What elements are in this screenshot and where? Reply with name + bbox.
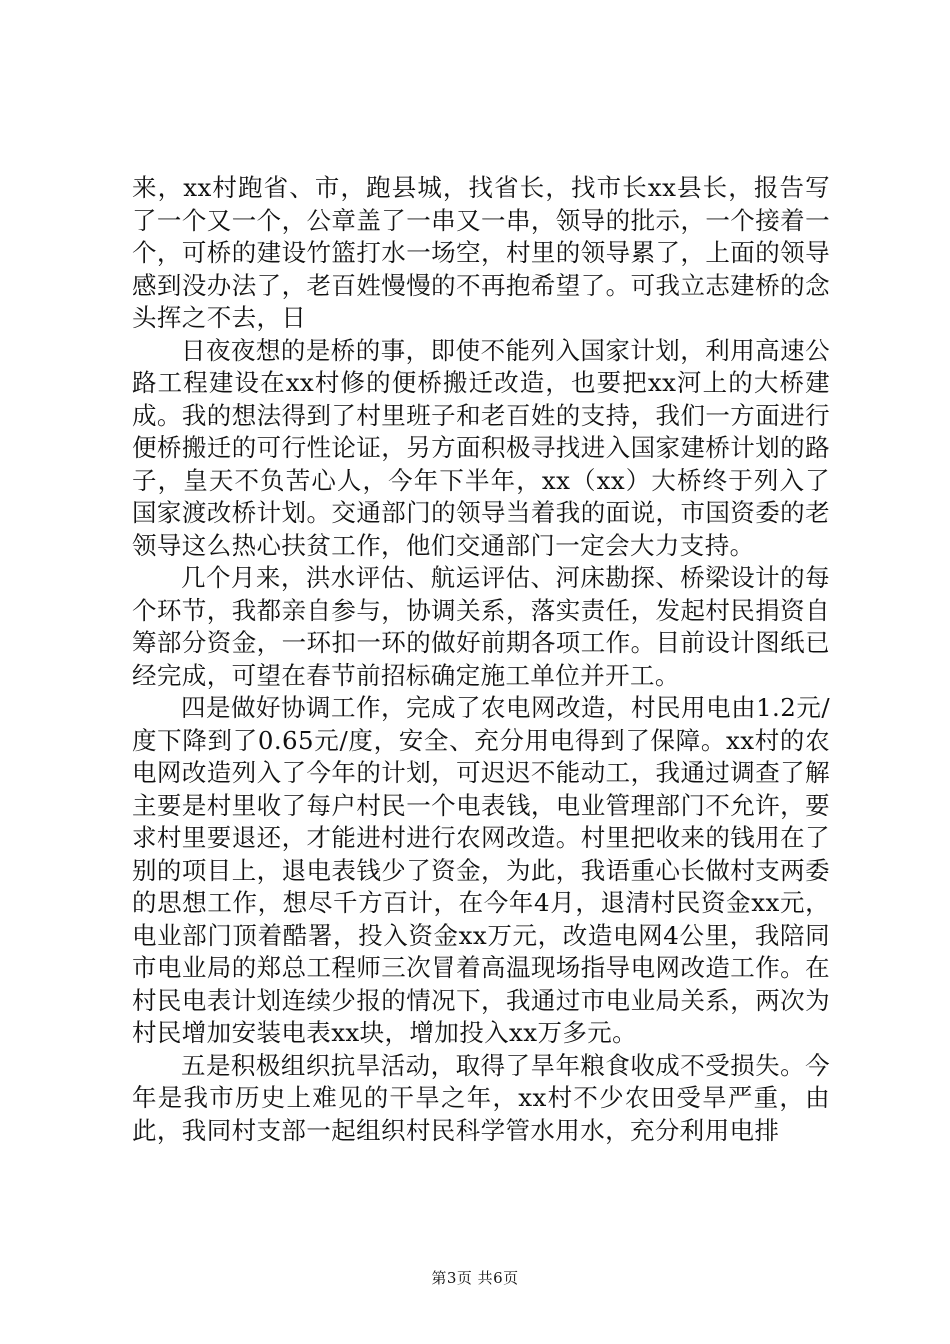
paragraph-drought-relief: 五是积极组织抗旱活动，取得了旱年粮食收成不受损失。今年是我市历史上难见的干旱之年，xx村不少农田受旱严重，由此，我同村支部一起组织村民科学管水用水，充分利用电排 bbox=[132, 1050, 830, 1145]
paragraph-bridge-plan: 日夜夜想的是桥的事，即使不能列入国家计划，利用高速公路工程建设在xx村修的便桥搬迁改造，也要把xx河上的大桥建成。我的想法得到了村里班子和老百姓的支持，我们一方面进行便桥搬迁的可行性论证，另方面积极寻找进入国家建桥计划的路子，皇天不负苦心人，今年下半年，xx（xx）大桥终于列入了国家渡改桥计划。交通部门的领导当着我的面说，市国资委的老领导这么热心扶贫工作，他们交通部门一定会大力支持。 bbox=[132, 335, 830, 560]
paragraph-continuation: 来，xx村跑省、市，跑县城，找省长，找市长xx县长，报告写了一个又一个，公章盖了一串又一串，领导的批示，一个接着一个，可桥的建设竹篮打水一场空，村里的领导累了，上面的领导感到没办法了，老百姓慢慢的不再抱希望了。可我立志建桥的念头挥之不去，日 bbox=[132, 173, 830, 332]
paragraph-preparation-work: 几个月来，洪水评估、航运评估、河床勘探、桥梁设计的每个环节，我都亲自参与，协调关系，落实责任，发起村民捐资自筹部分资金，一环扣一环的做好前期各项工作。目前设计图纸已经完成，可望在春节前招标确定施工单位并开工。 bbox=[132, 563, 830, 690]
page-number-footer: 第3页 共6页 bbox=[431, 1269, 519, 1287]
paragraph-power-grid: 四是做好协调工作，完成了农电网改造，村民用电由1.2元/度下降到了0.65元/度，安全、充分用电得到了保障。xx村的农电网改造列入了今年的计划，可迟迟不能动工，我通过调查了解主要是村里收了每户村民一个电表钱，电业管理部门不允许，要求村里要退还，才能进村进行农网改造。村里把收来的钱用在了别的项目上，退电表钱少了资金，为此，我语重心长做村支两委的思想工作，想尽千方百计，在今年4月，退清村民资金xx元，电业部门顶着酷署，投入资金xx万元，改造电网4公里，我陪同市电业局的郑总工程师三次冒着高温现场指导电网改造工作。在村民电表计划连续少报的情况下，我通过市电业局关系，两次为村民增加安装电表xx块，增加投入xx万多元。 bbox=[132, 693, 830, 1047]
body-text bbox=[132, 172, 830, 1147]
